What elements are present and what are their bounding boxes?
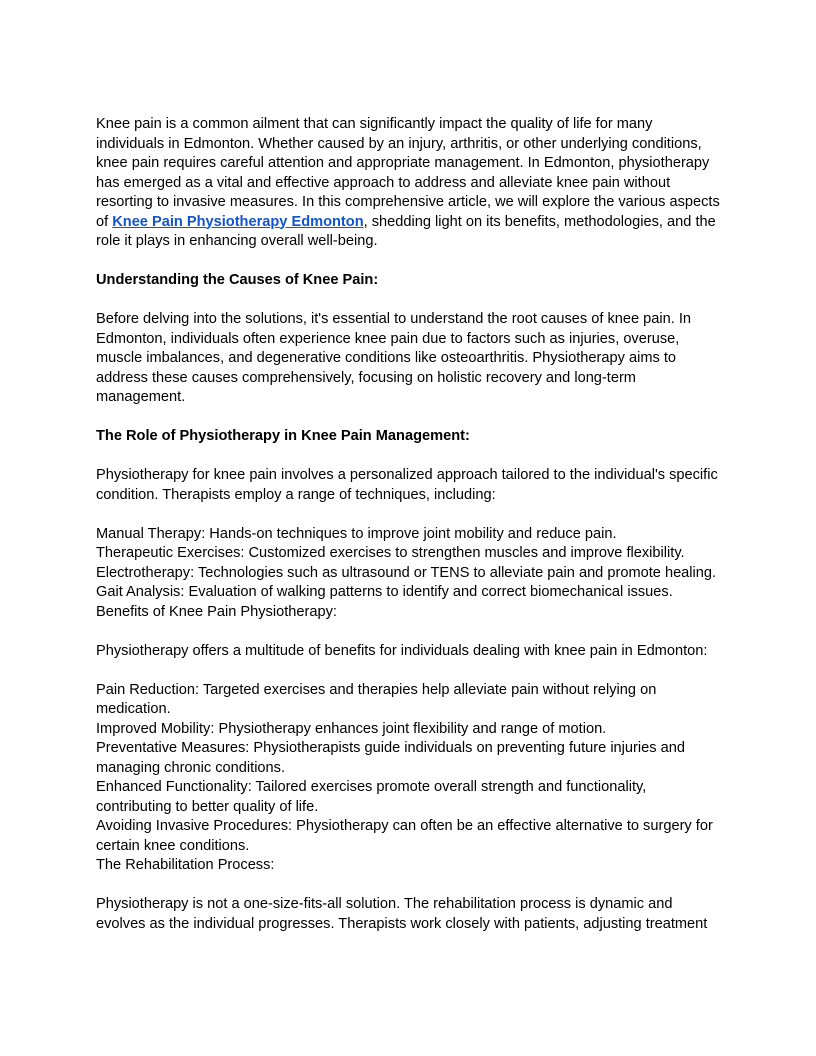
causes-heading: Understanding the Causes of Knee Pain: <box>96 272 379 288</box>
rehab-paragraph: Physiotherapy is not a one-size-fits-all solution. The rehabilitation process is dynamic and evolves as the individual progresses. Therapists work closely with patients, adjusting treatment <box>96 896 708 932</box>
role-paragraph: Physiotherapy for knee pain involves a personalized approach tailored to the individual's specific condition. Therapists employ a range of techniques, including: <box>96 467 718 503</box>
intro-text-after-link: , shedding light on its benefits, methodologies, and the role it plays in enhancing overall well-being. <box>96 213 716 249</box>
paragraph-spacer <box>96 447 724 467</box>
benefit-item: Preventative Measures: Physiotherapists guide individuals on preventing future injuries and managing chronic conditions. <box>96 740 685 776</box>
knee-pain-physiotherapy-link[interactable]: Knee Pain Physiotherapy Edmonton <box>112 213 364 230</box>
paragraph-spacer <box>96 252 724 272</box>
benefits-paragraph: Physiotherapy offers a multitude of benefits for individuals dealing with knee pain in Edmonton: <box>96 642 708 659</box>
paragraph-spacer <box>96 661 724 681</box>
technique-item: Gait Analysis: Evaluation of walking patterns to identify and correct biomechanical issues. <box>96 584 673 600</box>
document-page <box>96 115 724 934</box>
intro-text-before-link: Knee pain is a common ailment that can significantly impact the quality of life for many individuals in Edmonton. Whether caused by an injury, arthritis, or other underlying conditions, knee pain requires careful attention and appropriate management. In Edmonton, physiotherapy has emerged as a vital and effective approach to address and alleviate knee pain without resorting to invasive measures. In this comprehensive article, we will explore the various aspects of <box>96 116 720 230</box>
causes-paragraph: Before delving into the solutions, it's essential to understand the root causes of knee pain. In Edmonton, individuals often experience knee pain due to factors such as injuries, overuse, muscle imbalances, and degenerative conditions like osteoarthritis. Physiotherapy aims to address these causes comprehensively, focusing on holistic recovery and long-term management. <box>96 311 692 405</box>
paragraph-spacer <box>96 876 724 896</box>
paragraph-spacer <box>96 505 724 525</box>
rehab-heading: The Rehabilitation Process: <box>96 857 275 873</box>
benefit-item: Avoiding Invasive Procedures: Physiotherapy can often be an effective alternative to surgery for certain knee conditions. <box>96 818 713 854</box>
role-heading: The Role of Physiotherapy in Knee Pain Management: <box>96 428 470 444</box>
paragraph-spacer <box>96 291 724 311</box>
intro-paragraph <box>96 115 724 252</box>
paragraph-spacer <box>96 622 724 642</box>
benefit-item: Enhanced Functionality: Tailored exercises promote overall strength and functionality, contributing to better quality of life. <box>96 779 647 815</box>
paragraph-spacer <box>96 408 724 428</box>
technique-item: Electrotherapy: Technologies such as ultrasound or TENS to alleviate pain and promote healing. <box>96 564 717 581</box>
benefit-item: Pain Reduction: Targeted exercises and therapies help alleviate pain without relying on medication. <box>96 681 657 717</box>
technique-item: Manual Therapy: Hands-on techniques to improve joint mobility and reduce pain. <box>96 525 617 542</box>
technique-item: Therapeutic Exercises: Customized exercises to strengthen muscles and improve flexibility. <box>96 545 685 561</box>
benefits-heading: Benefits of Knee Pain Physiotherapy: <box>96 603 337 620</box>
benefit-item: Improved Mobility: Physiotherapy enhances joint flexibility and range of motion. <box>96 720 607 737</box>
